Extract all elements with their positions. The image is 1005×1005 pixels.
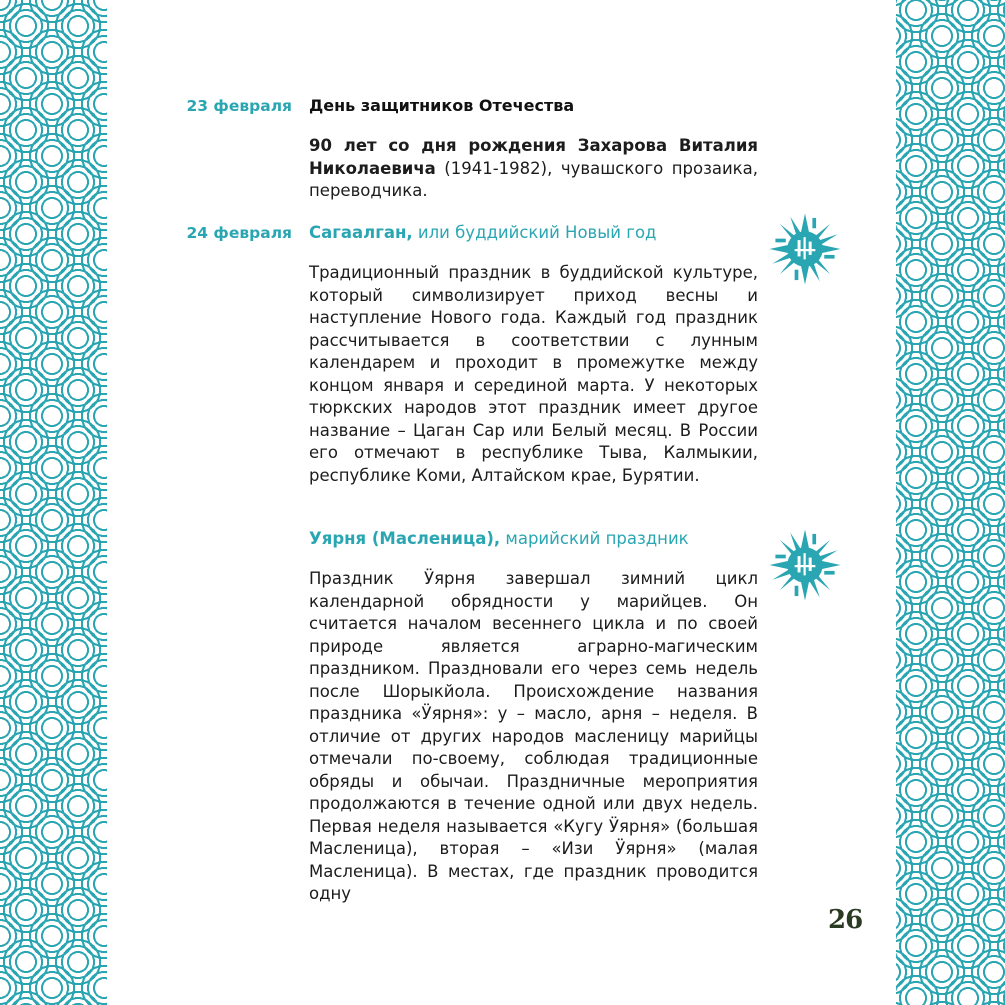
anniversary-paragraph xyxy=(309,135,758,203)
date-label: 24 февраля xyxy=(186,224,292,242)
sunburst-ornament-icon xyxy=(768,212,842,286)
holiday-subtitle: или буддийский Новый год xyxy=(412,223,657,242)
anniversary-name: 90 лет со дня рождения Захарова Виталия Николаевича xyxy=(309,136,758,178)
anniversary-details: (1941-1982), чувашского прозаика, переводчика. xyxy=(309,158,758,200)
holiday-subtitle: марийский праздник xyxy=(500,529,689,548)
entry-heading xyxy=(309,222,758,245)
entry-heading xyxy=(309,95,758,118)
holiday-title: Уярня (Масленица), xyxy=(309,529,501,548)
page-number: 26 xyxy=(828,905,863,935)
body-paragraph: Праздник Ӱярня завершал зимний цикл календарной обрядности у марийцев. Он считается началом весеннего цикла и по своей природе является аграрно-магическим праздником. Праздновали его через семь недель после Шорыкйола. Происхождение названия праздника «Ӱярня»: у – масло, арня – неделя. В отличие от других народов масленицу марийцы отмечали по-своему, соблюдая традиционные обряды и обычаи. Праздничные мероприятия продолжаются в течение одной или двух недель. Первая неделя называется «Кугу Ӱярня» (большая Масленица), вторая – «Изи Ӱярня» (малая Масленица). В местах, где праздник проводится одну xyxy=(309,569,758,903)
sunburst-ornament-icon xyxy=(768,528,842,602)
right-ornamental-border xyxy=(896,0,1005,1005)
holiday-title: Сагаалган, xyxy=(309,223,413,242)
date-label: 23 февраля xyxy=(186,97,292,115)
body-paragraph: Традиционный праздник в буддийской культуре, который символизирует приход весны и наступление Нового года. Каждый год праздник рассчитывается в соответствии с лунным календарем и проходит в промежутке между концом января и серединой марта. У некоторых тюркских народов этот праздник имеет другое название – Цаган Сар или Белый месяц. В России его отмечают в республике Тыва, Калмыкии, республике Коми, Алтайском крае, Бурятии. xyxy=(309,263,758,485)
holiday-title: День защитников Отечества xyxy=(309,96,575,115)
left-ornamental-border xyxy=(0,0,107,1005)
entry-heading xyxy=(309,528,758,551)
